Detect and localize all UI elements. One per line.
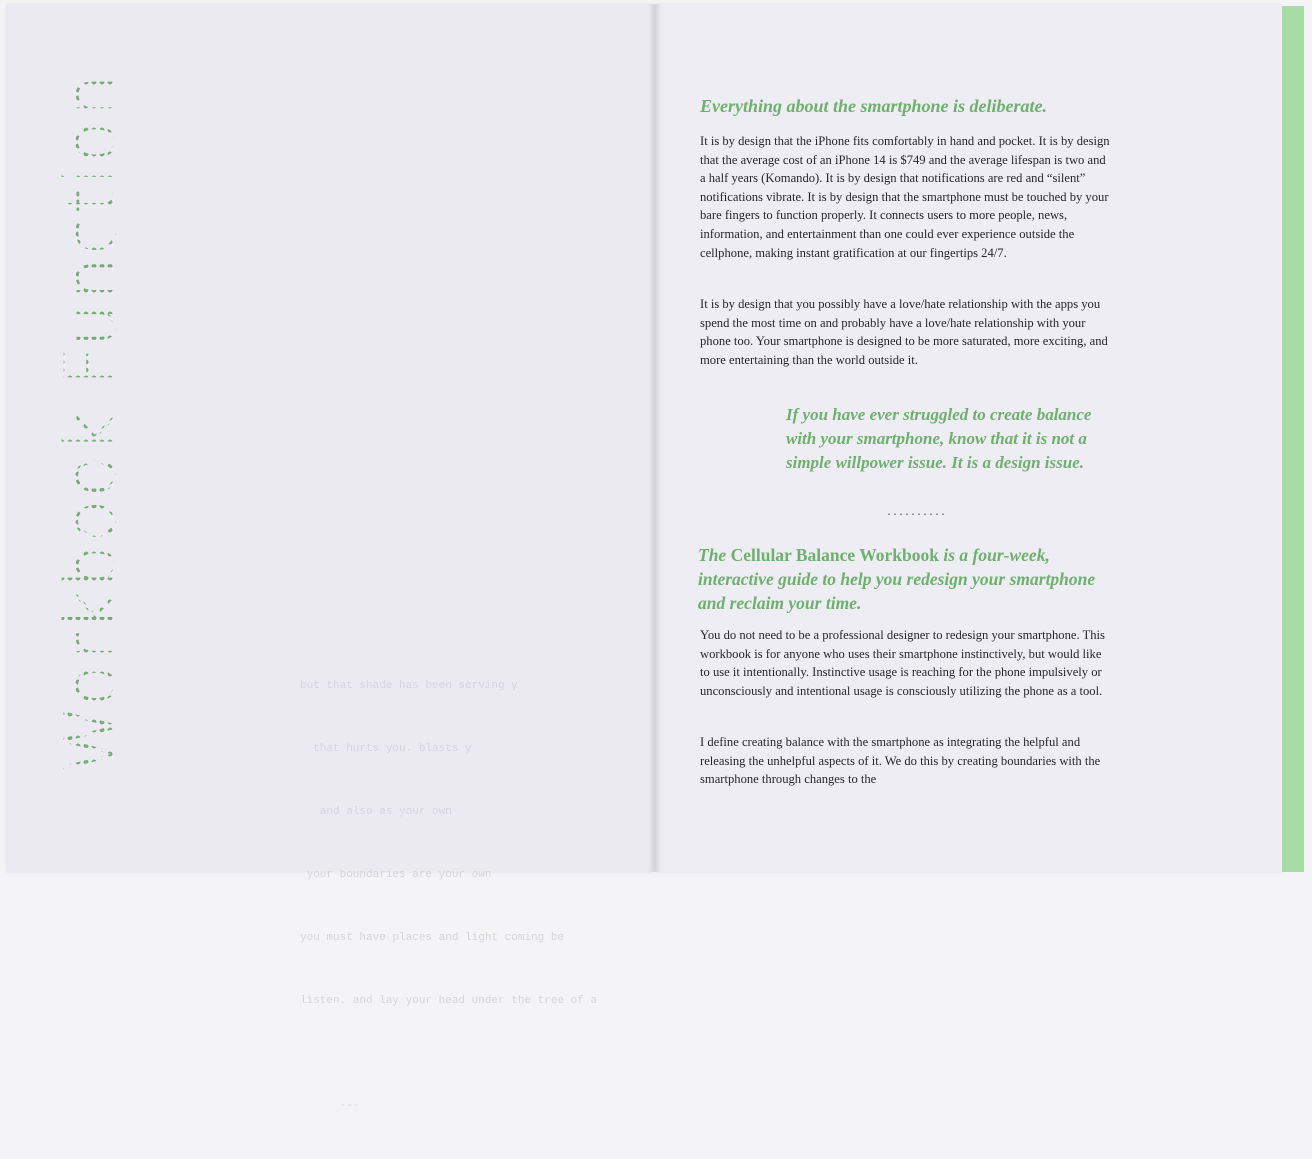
dotted-divider: .......... [886,508,947,519]
ghost-line: but that shade has been serving y [300,680,518,692]
book-gutter [648,4,662,872]
body-paragraph-1: It is by design that the iPhone fits comfortably in hand and pocket. It is by design that the average cost of an iPhone 14 is $749 and the average lifespan is two and a half years (Komando). It is by design that notifications are red and “silent” notifications vibrate. It is by design that the smartphone must be touched by your bare fingers to function properly. It connects users to more people, news, information, and entertainment than one could ever experience outside the cellphone, making instant gratification at our fingertips 24/7. [700,134,1110,260]
workbook-heading-rest: is a four-week, interactive guide to help you redesign your smartphone and reclaim your time. [698,545,1096,613]
workbook-heading-lead: The [698,545,727,565]
ghost-line: you must have places and light coming be [300,932,565,944]
body-paragraph-4: I define creating balance with the smartphone as integrating the helpful and releasing the unhelpful aspects of it. We do this by creating boundaries with the smartphone through changes to the [700,735,1101,787]
ghost-line: your boundaries are your own [300,869,492,881]
ghost-line: that hurts you. blasts y [300,743,472,755]
green-page-edge [1282,6,1304,872]
pull-quote: If you have ever struggled to create balance with your smartphone, know that it is not a simple willpower issue. It is a design issue. [786,405,1092,472]
vertical-title [50,72,132,774]
show-through-text [300,634,597,1159]
ghost-line: and also as your own [300,806,452,818]
body-paragraph-2: It is by design that you possibly have a love/hate relationship with the apps you spend the most time on and probably have a love/hate relationship with your phone too. Your smartphone is designed to be more saturated, more exciting, and more entertaining than the world outside it. [700,297,1108,367]
body-paragraph-3: You do not need to be a professional designer to redesign your smartphone. This workbook is for anyone who uses their smartphone instinctively, but would like to use it intentionally. Instinctive usage is reaching for the phone impulsively or unconsciously and intentional usage is consciously utilizing the phone as a tool. [700,628,1105,698]
ghost-line: listen. and lay your head under the tree of a [300,995,598,1007]
ghost-line: --- [300,1100,360,1112]
workbook-heading [698,543,1118,615]
vertical-title-text: Workbook Function [50,72,132,774]
section-heading: Everything about the smartphone is deliberate. [700,96,1048,116]
workbook-title: Cellular Balance Workbook [730,545,939,565]
